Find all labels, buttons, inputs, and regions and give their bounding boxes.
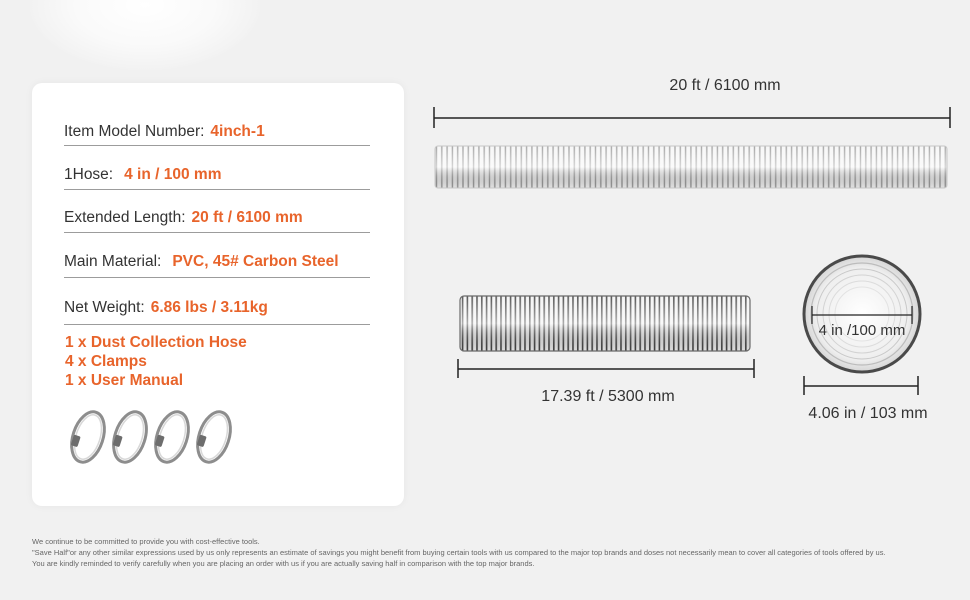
- package-item: 4 x Clamps: [65, 353, 147, 370]
- package-item: 1 x User Manual: [65, 372, 184, 389]
- extended-dimension-line: [434, 107, 950, 128]
- outer-diameter-label: 4.06 in / 103 mm: [808, 405, 928, 422]
- compressed-dimension-line: [458, 359, 754, 378]
- compressed-length-label: 17.39 ft / 5300 mm: [541, 388, 675, 405]
- disclaimer-line: "Save Half"or any other similar expressions used by us only represents an estimate of savings you might benefit from buying certain tools with us compared to the major top brands and doses not necessarily mean to cover all categories of tools offered by us.: [32, 548, 886, 557]
- spec-value: 4 in / 100 mm: [124, 166, 222, 183]
- disclaimer-line: We continue to be committed to provide you with cost-effective tools.: [32, 537, 260, 546]
- spec-label: 1Hose:: [64, 166, 114, 183]
- extended-hose: [435, 146, 947, 188]
- outer-diameter-line: [804, 376, 918, 395]
- hose-coil-icon: [804, 256, 920, 372]
- extended-length-label: 20 ft / 6100 mm: [669, 77, 781, 94]
- spec-label: Extended Length:: [64, 209, 186, 226]
- spec-value: PVC, 45# Carbon Steel: [172, 253, 339, 270]
- spec-label: Item Model Number:: [64, 123, 205, 140]
- disclaimer: [32, 536, 937, 569]
- compressed-hose: [460, 296, 750, 351]
- spec-value: 4inch-1: [210, 123, 265, 140]
- disclaimer-line: You are kindly reminded to verify carefully when you are placing an order with us if you are actually saving half in comparison with the top major brands.: [32, 559, 535, 568]
- spec-value: 20 ft / 6100 mm: [191, 209, 303, 226]
- spec-label: Main Material:: [64, 253, 162, 270]
- package-item: 1 x Dust Collection Hose: [65, 334, 247, 351]
- inner-diameter-label: 4 in /100 mm: [818, 322, 906, 339]
- spec-value: 6.86 lbs / 3.11kg: [150, 299, 268, 316]
- spec-label: Net Weight:: [64, 299, 145, 316]
